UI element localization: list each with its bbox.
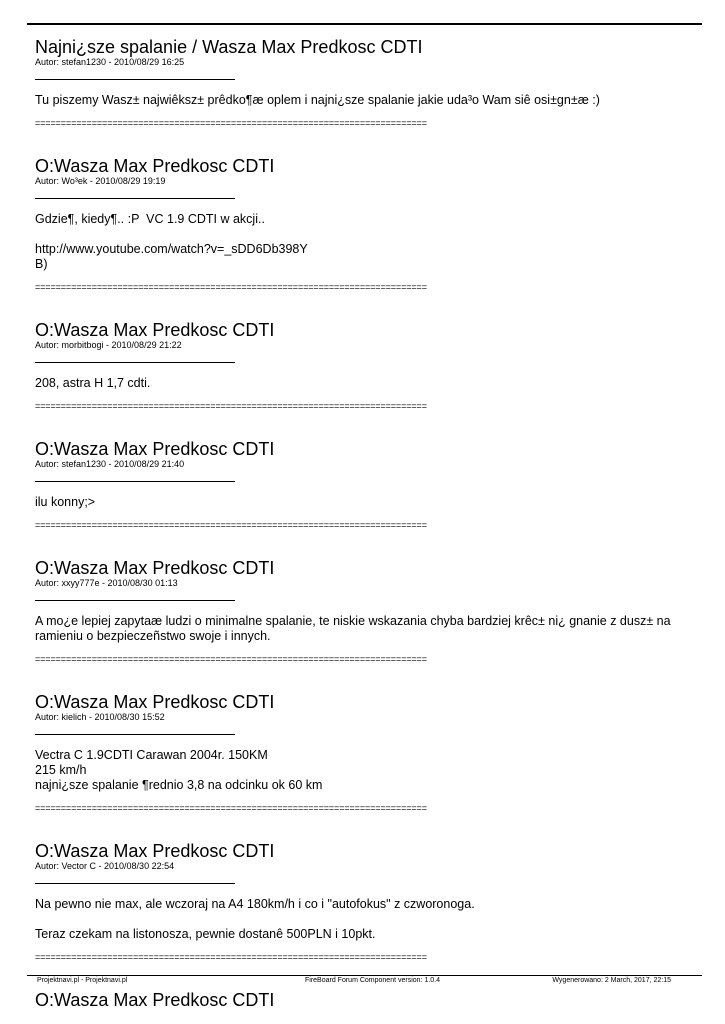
post-meta: Autor: kielich - 2010/08/30 15:52 xyxy=(35,712,165,722)
meta-divider xyxy=(35,79,235,80)
post xyxy=(35,439,695,530)
meta-divider xyxy=(35,600,235,601)
post-body: Gdzie¶, kiedy¶.. :P VC 1.9 CDTI w akcji.. http://www.youtube.com/watch?v=_sDD6Db398Y B) xyxy=(35,212,308,271)
post-body: Na pewno nie max, ale wczoraj na A4 180km/h i co i "autofokus" z czworonoga. Teraz czekam na listonosza, pewnie dostanê 500PLN i 10pkt. xyxy=(35,897,475,941)
post-title: O:Wasza Max Predkosc CDTI xyxy=(35,841,275,861)
post-meta: Autor: Vector C - 2010/08/30 22:54 xyxy=(35,861,175,871)
meta-divider xyxy=(35,883,235,884)
meta-divider xyxy=(35,198,235,199)
post-meta: Autor: stefan1230 - 2010/08/29 21:40 xyxy=(35,459,185,469)
post-list xyxy=(35,37,695,1010)
post-separator: ============================================================================ xyxy=(35,520,427,530)
post-meta: Autor: stefan1230 - 2010/08/29 16:25 xyxy=(35,57,185,67)
post xyxy=(35,990,695,1010)
post-separator: ============================================================================ xyxy=(35,282,427,292)
post-separator: ============================================================================ xyxy=(35,654,427,664)
post-meta: Autor: morbitbogi - 2010/08/29 21:22 xyxy=(35,340,182,350)
footer-rule xyxy=(27,975,702,976)
meta-divider xyxy=(35,481,235,482)
post xyxy=(35,692,695,813)
post-body: Vectra C 1.9CDTI Carawan 2004r. 150KM 215 km/h najni¿sze spalanie ¶rednio 3,8 na odcinku ok 60 km xyxy=(35,748,323,792)
post-body: A mo¿e lepiej zapytaæ ludzi o minimalne spalanie, te niskie wskazania chyba bardziej krêc± ni¿ gnanie z dusz± na ramieniu o bezpieczeñstwo swoje i innych. xyxy=(35,614,671,643)
post-separator: ============================================================================ xyxy=(35,803,427,813)
meta-divider xyxy=(35,734,235,735)
post xyxy=(35,320,695,411)
post-title: O:Wasza Max Predkosc CDTI xyxy=(35,692,275,712)
post xyxy=(35,558,695,664)
post xyxy=(35,37,695,128)
post-title: O:Wasza Max Predkosc CDTI xyxy=(35,320,275,340)
post xyxy=(35,156,695,292)
post-separator: ============================================================================ xyxy=(35,118,427,128)
footer-generated-date: Wygenerowano: 2 March, 2017, 22:15 xyxy=(552,977,671,984)
post-title: Najni¿sze spalanie / Wasza Max Predkosc CDTI xyxy=(35,37,423,57)
top-rule xyxy=(27,23,702,25)
post-body: 208, astra H 1,7 cdti. xyxy=(35,376,151,390)
post-separator: ============================================================================ xyxy=(35,401,427,411)
post-title: O:Wasza Max Predkosc CDTI xyxy=(35,156,275,176)
footer-component-version: FireBoard Forum Component version: 1.0.4 xyxy=(305,977,441,984)
post-body: ilu konny;> xyxy=(35,495,96,509)
meta-divider xyxy=(35,362,235,363)
post-title: O:Wasza Max Predkosc CDTI xyxy=(35,558,275,578)
post-body: Tu piszemy Wasz± najwiêksz± prêdko¶æ oplem i najni¿sze spalanie jakie uda³o Wam siê osi±gn±æ :) xyxy=(35,93,600,107)
post-title: O:Wasza Max Predkosc CDTI xyxy=(35,439,275,459)
post-separator: ============================================================================ xyxy=(35,952,427,962)
footer-site: Projektnavi.pl - Projektnavi.pl xyxy=(37,977,128,984)
post-meta: Autor: xxyy777e - 2010/08/30 01:13 xyxy=(35,578,178,588)
post xyxy=(35,841,695,962)
post-title: O:Wasza Max Predkosc CDTI xyxy=(35,990,275,1010)
post-meta: Autor: Wo³ek - 2010/08/29 19:19 xyxy=(35,176,166,186)
